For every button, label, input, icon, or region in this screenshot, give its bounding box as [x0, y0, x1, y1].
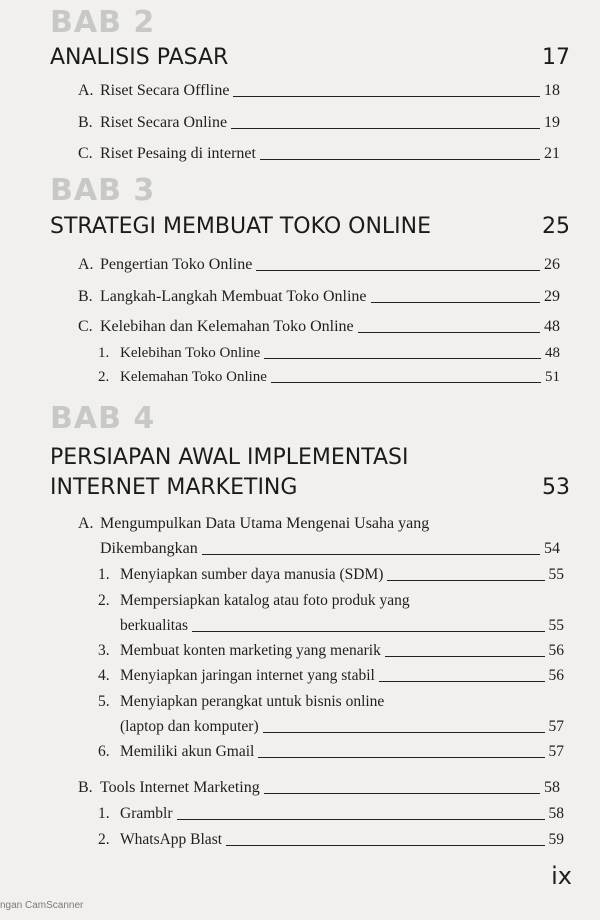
entry-text: Gramblr [120, 805, 173, 822]
entry-marker: B. [78, 779, 93, 796]
leader-line [192, 631, 544, 632]
entry-text: Menyiapkan sumber daya manusia (SDM) [120, 566, 384, 583]
entry-page: 59 [548, 831, 564, 848]
entry-text: Kelebihan dan Kelemahan Toko Online [100, 318, 354, 335]
entry-marker: A. [78, 256, 94, 273]
entry-text: Riset Secara Offline [100, 82, 230, 99]
bab-2-heading: BAB 2 [50, 5, 156, 40]
entry-page: 54 [544, 540, 560, 557]
toc-entry [78, 112, 560, 134]
entry-marker: A. [78, 515, 94, 532]
bab-3-heading: BAB 3 [50, 173, 156, 208]
entry-page: 19 [544, 114, 560, 131]
entry-marker: 2. [98, 369, 110, 385]
entry-text: Kelebihan Toko Online [120, 345, 261, 361]
entry-marker: 1. [98, 805, 110, 822]
leader-line [271, 382, 541, 383]
toc-subentry [98, 741, 564, 763]
chapter-title-persiapan-line1 [50, 444, 570, 472]
leader-line [256, 270, 540, 271]
leader-line [260, 159, 540, 160]
entry-marker: 2. [98, 592, 110, 609]
entry-page: 55 [548, 566, 564, 583]
leader-line [387, 580, 544, 581]
leader-line [233, 96, 540, 97]
entry-page: 48 [544, 318, 560, 335]
entry-page: 21 [544, 145, 560, 162]
entry-marker: A. [78, 82, 94, 99]
entry-page: 56 [548, 667, 564, 684]
entry-marker: C. [78, 318, 93, 335]
entry-marker: 3. [98, 642, 110, 659]
toc-subentry [98, 342, 560, 364]
entry-text: berkualitas [120, 617, 189, 634]
entry-page: 29 [544, 288, 560, 305]
entry-marker: 1. [98, 345, 110, 361]
entry-marker: 2. [98, 831, 110, 848]
scanner-watermark: ngan CamScanner [0, 900, 84, 911]
entry-page: 48 [545, 345, 560, 361]
chapter-title-text: ANALISIS PASAR [50, 45, 229, 70]
entry-marker: 1. [98, 566, 110, 583]
entry-page: 55 [548, 617, 564, 634]
toc-subentry-line1 [98, 691, 564, 713]
entry-page: 26 [544, 256, 560, 273]
chapter-page-number: 25 [542, 214, 570, 239]
leader-line [264, 793, 540, 794]
toc-subentry [120, 615, 564, 637]
toc-entry-line1 [78, 513, 560, 535]
toc-subentry [98, 564, 564, 586]
entry-text: Langkah-Langkah Membuat Toko Online [100, 288, 367, 305]
entry-page: 58 [548, 805, 564, 822]
entry-marker: B. [78, 288, 93, 305]
bab-4-heading: BAB 4 [50, 401, 156, 436]
entry-marker: C. [78, 145, 93, 162]
toc-entry [78, 777, 560, 799]
entry-marker: 4. [98, 667, 110, 684]
entry-text: Mengumpulkan Data Utama Mengenai Usaha yang [100, 515, 430, 532]
entry-page: 57 [548, 718, 564, 735]
toc-entry [78, 143, 560, 165]
leader-line [263, 732, 545, 733]
toc-entry [78, 80, 560, 102]
entry-text: Dikembangkan [100, 540, 198, 557]
leader-line [358, 332, 540, 333]
leader-line [177, 819, 545, 820]
toc-subentry [98, 829, 564, 851]
leader-line [379, 681, 545, 682]
toc-entry [100, 538, 560, 560]
toc-subentry [98, 366, 560, 388]
entry-text: WhatsApp Blast [120, 831, 223, 848]
chapter-page-number: 53 [542, 475, 570, 500]
chapter-title-text: PERSIAPAN AWAL IMPLEMENTASI [50, 445, 409, 470]
entry-page: 18 [544, 82, 560, 99]
chapter-page-number: 17 [542, 45, 570, 70]
leader-line [258, 757, 544, 758]
entry-text: Menyiapkan perangkat untuk bisnis online [120, 693, 385, 710]
toc-subentry [120, 716, 564, 738]
leader-line [385, 656, 545, 657]
entry-page: 58 [544, 779, 560, 796]
entry-text: Membuat konten marketing yang menarik [120, 642, 381, 659]
entry-marker: 6. [98, 743, 110, 760]
chapter-title-strategi [50, 213, 570, 241]
entry-text: Kelemahan Toko Online [120, 369, 267, 385]
page-number-footer: ix [551, 862, 572, 890]
leader-line [371, 302, 540, 303]
chapter-title-text: INTERNET MARKETING [50, 475, 298, 500]
entry-text: Mempersiapkan katalog atau foto produk yang [120, 592, 410, 609]
toc-subentry [98, 665, 564, 687]
leader-line [231, 128, 540, 129]
toc-subentry [98, 803, 564, 825]
leader-line [226, 845, 544, 846]
entry-page: 51 [545, 369, 560, 385]
entry-marker: 5. [98, 693, 110, 710]
toc-subentry [98, 640, 564, 662]
entry-page: 56 [548, 642, 564, 659]
toc-entry [78, 254, 560, 276]
toc-subentry-line1 [98, 590, 564, 612]
entry-text: Riset Pesaing di internet [100, 145, 256, 162]
chapter-title-text: STRATEGI MEMBUAT TOKO ONLINE [50, 214, 432, 239]
entry-text: Pengertian Toko Online [100, 256, 253, 273]
chapter-title-analisis-pasar [50, 44, 570, 72]
entry-marker: B. [78, 114, 93, 131]
toc-entry [78, 316, 560, 338]
toc-entry [78, 286, 560, 308]
entry-text: Menyiapkan jaringan internet yang stabil [120, 667, 375, 684]
entry-page: 57 [548, 743, 564, 760]
leader-line [264, 358, 541, 359]
leader-line [202, 554, 540, 555]
entry-text: Riset Secara Online [100, 114, 228, 131]
chapter-title-persiapan-line2 [50, 474, 570, 502]
entry-text: Memiliki akun Gmail [120, 743, 255, 760]
entry-text: Tools Internet Marketing [100, 779, 260, 796]
entry-text: (laptop dan komputer) [120, 718, 259, 735]
